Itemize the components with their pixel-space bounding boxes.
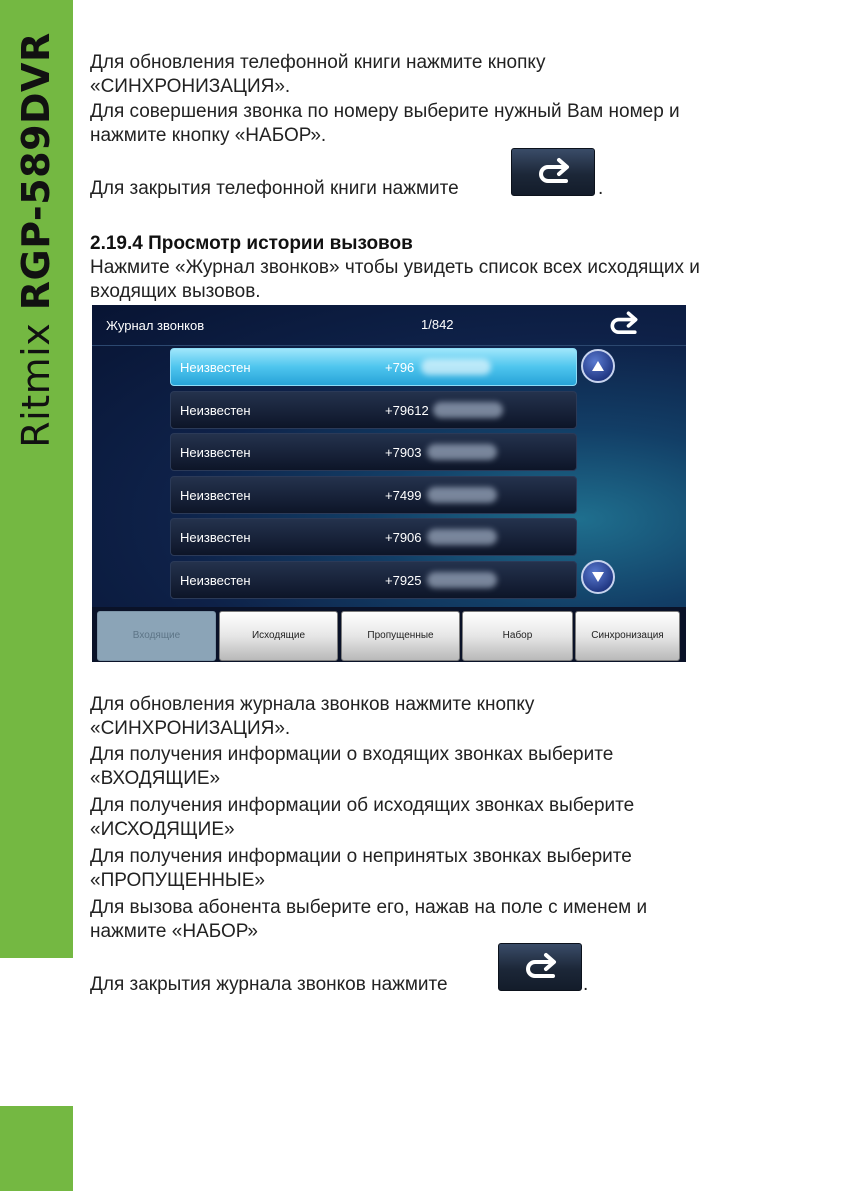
blurred-number — [433, 402, 503, 418]
paragraph-line: Для обновления телефонной книги нажмите кнопку — [90, 52, 546, 73]
paragraph-line: «ВХОДЯЩИЕ» — [90, 768, 221, 789]
paragraph-missed — [90, 845, 632, 893]
blurred-number — [427, 572, 497, 588]
blurred-number — [421, 359, 491, 375]
call-row-selected[interactable] — [170, 348, 577, 386]
paragraph-line: Для получения информации о непринятых звонках выберите — [90, 846, 632, 867]
paragraph-line: «ИСХОДЯЩИЕ» — [90, 819, 235, 840]
paragraph-line: нажмите «НАБОР» — [90, 921, 258, 942]
page-counter: 1/842 — [421, 317, 454, 332]
scroll-down-button[interactable] — [581, 560, 615, 594]
blurred-number — [427, 487, 497, 503]
paragraph-period: . — [598, 178, 604, 199]
arrow-up-icon — [591, 360, 605, 372]
screen-back-button[interactable] — [606, 310, 642, 345]
back-button-illustration — [511, 148, 595, 196]
paragraph-line: «СИНХРОНИЗАЦИЯ». — [90, 76, 291, 97]
caller-name: Неизвестен — [180, 403, 251, 418]
paragraph-dial — [90, 896, 647, 944]
caller-number: +7906 — [385, 530, 422, 545]
call-row[interactable] — [170, 476, 577, 514]
paragraph-phonebook-sync — [90, 51, 545, 99]
paragraph-incoming — [90, 743, 613, 791]
tab-sync[interactable]: Синхронизация — [575, 611, 680, 661]
caller-name: Неизвестен — [180, 530, 251, 545]
paragraph-line: Для получения информации о входящих звонках выберите — [90, 744, 614, 765]
sidebar-footer-block — [0, 1106, 73, 1191]
paragraph-log-sync — [90, 693, 534, 741]
paragraph-phonebook-dial — [90, 100, 680, 148]
paragraph-line: Для вызова абонента выберите его, нажав на поле с именем и — [90, 897, 648, 918]
paragraph-phonebook-close — [90, 177, 459, 201]
call-row[interactable] — [170, 391, 577, 429]
paragraph-line: Для совершения звонка по номеру выберите нужный Вам номер и — [90, 101, 680, 122]
paragraph-log-close — [90, 973, 448, 997]
caller-number: +79612 — [385, 403, 429, 418]
caller-number: +7903 — [385, 445, 422, 460]
paragraph-line: «СИНХРОНИЗАЦИЯ». — [90, 718, 291, 739]
blurred-number — [427, 529, 497, 545]
paragraph-call-log-intro — [90, 256, 700, 304]
header-divider — [92, 345, 686, 346]
back-arrow-icon — [521, 952, 561, 984]
caller-number: +7499 — [385, 488, 422, 503]
paragraph-line: Для обновления журнала звонков нажмите кнопку — [90, 694, 535, 715]
tab-missed[interactable]: Пропущенные — [341, 611, 460, 661]
arrow-down-icon — [591, 571, 605, 583]
paragraph-text: Для закрытия телефонной книги нажмите — [90, 178, 459, 199]
brand-name: Ritmix — [14, 322, 58, 448]
paragraph-text: Для закрытия журнала звонков нажмите — [90, 974, 448, 995]
call-row[interactable] — [170, 433, 577, 471]
back-arrow-icon — [606, 310, 642, 340]
paragraph-line: Нажмите «Журнал звонков» чтобы увидеть список всех исходящих и — [90, 257, 700, 278]
paragraph-outgoing — [90, 794, 634, 842]
caller-name: Неизвестен — [180, 445, 251, 460]
caller-number: +7925 — [385, 573, 422, 588]
call-log-screenshot — [92, 305, 686, 662]
blurred-number — [427, 444, 497, 460]
tab-incoming[interactable]: Входящие — [97, 611, 216, 661]
scroll-up-button[interactable] — [581, 349, 615, 383]
tab-bar — [92, 607, 686, 662]
caller-number: +796 — [385, 360, 415, 375]
paragraph-line: Для получения информации об исходящих звонках выберите — [90, 795, 635, 816]
paragraph-line: входящих вызовов. — [90, 281, 261, 302]
tab-dial[interactable]: Набор — [462, 611, 573, 661]
brand-model: RGP-589DVR — [14, 32, 58, 311]
paragraph-period: . — [583, 974, 589, 995]
paragraph-line: «ПРОПУЩЕННЫЕ» — [90, 870, 265, 891]
back-arrow-icon — [534, 157, 574, 189]
screen-title: Журнал звонков — [106, 318, 205, 333]
caller-name: Неизвестен — [180, 573, 251, 588]
caller-name: Неизвестен — [180, 360, 251, 375]
call-row[interactable] — [170, 518, 577, 556]
section-heading: 2.19.4 Просмотр истории вызовов — [90, 233, 413, 254]
back-button-illustration — [498, 943, 582, 991]
call-row[interactable] — [170, 561, 577, 599]
tab-outgoing[interactable]: Исходящие — [219, 611, 338, 661]
caller-name: Неизвестен — [180, 488, 251, 503]
paragraph-line: нажмите кнопку «НАБОР». — [90, 125, 327, 146]
